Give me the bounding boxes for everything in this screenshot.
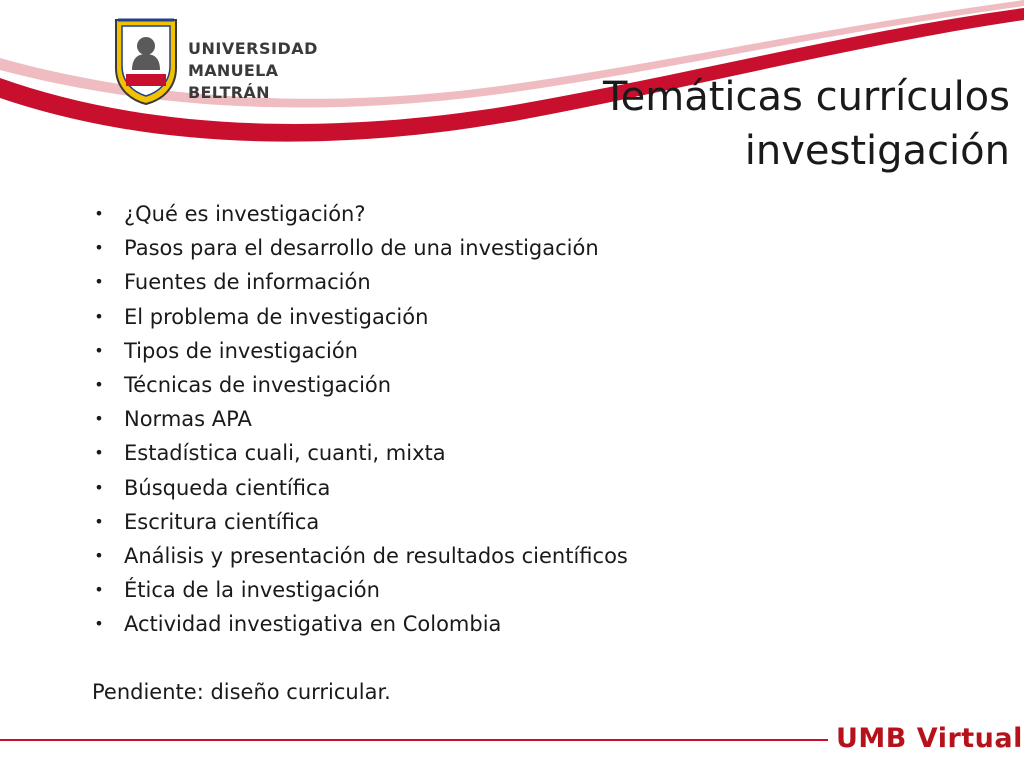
list-item-text: Pasos para el desarrollo de una investigación bbox=[124, 236, 599, 261]
title-line-2: investigación bbox=[744, 128, 1010, 174]
title-line-1: Temáticas currículos bbox=[603, 74, 1010, 120]
pending-note: Pendiente: diseño curricular. bbox=[92, 680, 391, 704]
list-item-text: Fuentes de información bbox=[124, 270, 371, 295]
bullet-icon: • bbox=[94, 306, 104, 326]
bullet-icon: • bbox=[94, 443, 104, 463]
bullet-icon: • bbox=[94, 272, 104, 292]
bullet-icon: • bbox=[94, 340, 104, 360]
bullet-icon: • bbox=[94, 580, 104, 600]
list-item bbox=[92, 402, 628, 436]
logo-text bbox=[188, 38, 348, 104]
bullet-icon: • bbox=[94, 238, 104, 258]
footer-brand-logo: UMB Virtual bbox=[836, 723, 1023, 754]
topics-list bbox=[92, 197, 628, 641]
bullet-icon: • bbox=[94, 409, 104, 429]
list-item bbox=[92, 539, 628, 573]
list-item bbox=[92, 197, 628, 231]
list-item bbox=[92, 265, 628, 299]
list-item-text: Ética de la investigación bbox=[124, 578, 380, 603]
list-item bbox=[92, 607, 628, 641]
list-item bbox=[92, 505, 628, 539]
logo-line-1: UNIVERSIDAD bbox=[188, 39, 318, 58]
list-item bbox=[92, 471, 628, 505]
list-item-text: Análisis y presentación de resultados científicos bbox=[124, 543, 628, 568]
list-item-text: Tipos de investigación bbox=[124, 338, 358, 363]
list-item-text: Normas APA bbox=[124, 407, 252, 432]
list-item-text: Técnicas de investigación bbox=[124, 372, 392, 397]
list-item bbox=[92, 368, 628, 402]
list-item bbox=[92, 436, 628, 470]
bullet-icon: • bbox=[94, 511, 104, 531]
list-item-text: Búsqueda científica bbox=[124, 475, 331, 500]
list-item-text: Actividad investigativa en Colombia bbox=[124, 612, 502, 637]
list-item bbox=[92, 300, 628, 334]
bullet-icon: • bbox=[94, 477, 104, 497]
footer-divider bbox=[0, 739, 828, 741]
list-item bbox=[92, 231, 628, 265]
logo-line-2: MANUELA BELTRÁN bbox=[188, 61, 279, 102]
bullet-icon: • bbox=[94, 545, 104, 565]
list-item-text: Escritura científica bbox=[124, 509, 320, 534]
list-item-text: ¿Qué es investigación? bbox=[124, 202, 366, 226]
list-item-text: Estadística cuali, cuanti, mixta bbox=[124, 441, 446, 466]
list-item bbox=[92, 334, 628, 368]
list-item-text: El problema de investigación bbox=[124, 304, 429, 329]
university-logo bbox=[108, 14, 348, 106]
slide-title bbox=[450, 70, 1010, 178]
bullet-icon: • bbox=[94, 374, 104, 394]
seal-icon bbox=[108, 14, 184, 106]
list-item bbox=[92, 573, 628, 607]
bullet-icon: • bbox=[94, 614, 104, 634]
bullet-icon: • bbox=[94, 204, 104, 223]
